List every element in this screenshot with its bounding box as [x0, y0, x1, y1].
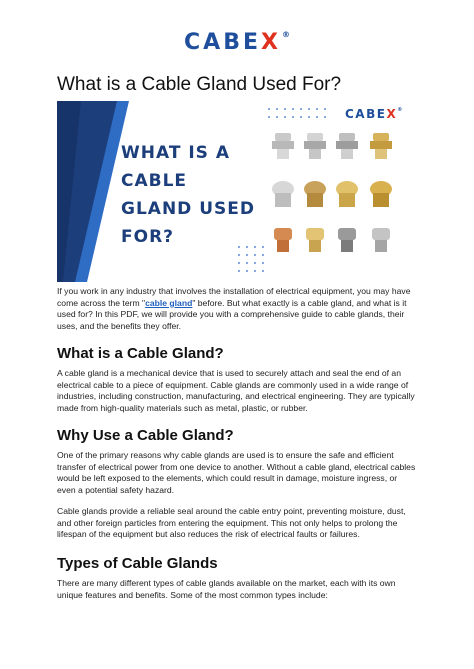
banner-title-line: FOR? [121, 227, 175, 247]
cable-gland-icon [333, 225, 361, 255]
section-heading-types: Types of Cable Glands [57, 555, 218, 572]
cable-gland-icon [367, 131, 395, 161]
cable-gland-icon [301, 225, 329, 255]
logo-x: X [261, 30, 281, 55]
banner-logo-x: X [386, 107, 398, 121]
cable-gland-icon [333, 131, 361, 161]
banner-title [121, 139, 281, 251]
banner-image [57, 101, 417, 282]
banner-logo-text: CABE [345, 107, 387, 121]
logo-text: CABE [184, 30, 261, 55]
intro-text-after-link: " before. But what exactly is a cable gland, and what is it used for? In this PDF, we will provide you with a comprehensive guide to cable glands, their uses, and the benefits they offer. [57, 297, 407, 331]
section-paragraph: Cable glands provide a reliable seal around the cable entry point, preventing moisture, dust, and other foreign particles from entering the equipment. This not only helps to prolong the lifespan of the equipment but also reduces the risk of electrical faults or failures. [57, 506, 406, 540]
intro-text-before-link: If you work in any industry that involves the installation of electrical equipment, you may have come across the term " [57, 286, 411, 308]
cable-gland-icon [301, 131, 329, 161]
banner-cabex-logo [345, 107, 402, 121]
cable-gland-icon [367, 179, 395, 209]
cable-gland-icon [269, 179, 297, 209]
banner-title-line: CABLE [121, 171, 188, 191]
intro-paragraph [57, 286, 417, 332]
cable-gland-icon [301, 179, 329, 209]
section-heading-what-is: What is a Cable Gland? [57, 345, 224, 362]
cable-gland-icon [333, 179, 361, 209]
cable-gland-icon [269, 225, 297, 255]
logo-registered-mark: ® [281, 30, 290, 39]
section-paragraph: A cable gland is a mechanical device that is used to securely attach and seal the end of an electrical cable to a piece of equipment. Cable glands are commonly used in a wide range of industries, including construction, manufacturing, and electrical engineering. They are typically made from high-quality materials such as metal, plastic, or rubber. [57, 368, 415, 413]
section-paragraph: One of the primary reasons why cable glands are used is to ensure the safe and efficient transfer of electrical power from one device to another. Without a cable gland, electrical cables would be left exposed to the elements, which could result in damage, moisture ingress, or even a potential safety hazard. [57, 450, 416, 495]
cable-gland-link[interactable]: cable gland [145, 297, 193, 308]
banner-title-line: GLAND USED [121, 199, 255, 219]
section-heading-why-use: Why Use a Cable Gland? [57, 427, 234, 444]
cable-gland-icon [367, 225, 395, 255]
banner-logo-registered-mark: ® [397, 107, 403, 113]
cable-gland-icon [269, 131, 297, 161]
banner-title-line: WHAT IS A [121, 143, 230, 163]
section-paragraph: There are many different types of cable glands available on the market, each with its own unique features and benefits. Some of the most common types include: [57, 578, 396, 600]
cabex-logo [0, 30, 474, 55]
page-title: What is a Cable Gland Used For? [57, 74, 342, 95]
